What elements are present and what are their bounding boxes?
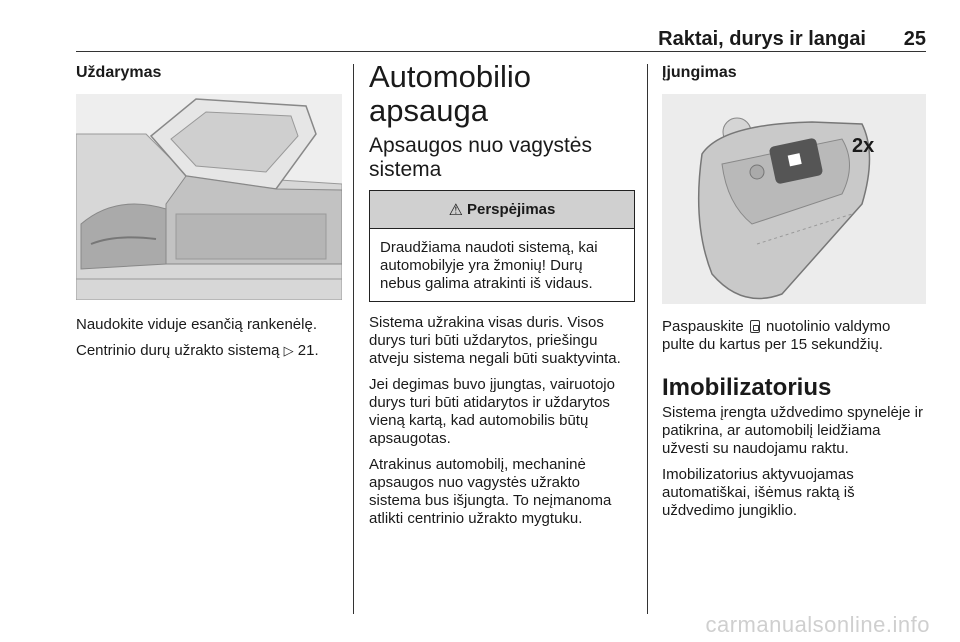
section-title: Automobilio apsauga <box>369 59 531 128</box>
protection-paragraph-3: Atrakinus automobilį, mechaninė apsaugos nuo vagystės užrakto sistema bus išjungta. To neįmanoma atlikti centrinio užrakto mygtuku. <box>369 456 612 527</box>
column-divider-2 <box>647 64 648 614</box>
immobilizer-paragraph-2: Imobilizatorius aktyvuojamas automatiškai, išėmus raktą iš uždvedimo jungiklio. <box>662 466 855 519</box>
car-trunk-svg <box>76 94 342 300</box>
warning-box <box>369 190 635 302</box>
warning-heading: Perspėjimas <box>466 201 556 218</box>
column-closing <box>76 64 342 368</box>
warning-body: Draudžiama naudoti sistemą, kai automobilyje yra žmonių! Durų nebus galima atrakinti iš vidaus. <box>380 239 598 292</box>
remote-key-fob-illustration <box>662 94 926 304</box>
activation-heading: Įjungimas <box>662 64 737 81</box>
column-vehicle-protection <box>369 59 635 536</box>
header-rule <box>76 51 926 52</box>
warning-triangle-icon: ⚠ <box>448 201 463 219</box>
closing-paragraph-1: Naudokite viduje esančią rankenėlę. <box>76 316 317 333</box>
protection-paragraph-2: Jei degimas buvo įjungtas, vairuotojo durys turi būti atidarytos ir uždarytos vieną kartą, kad automobilis būtų apsaugotas. <box>369 376 615 447</box>
closing-paragraph-2: Centrinio durų užrakto sistemą ▷ 21. <box>76 342 319 359</box>
header-title: Raktai, durys ir langai <box>658 28 866 50</box>
subsection-title: Apsaugos nuo vagystės sistema <box>369 134 592 181</box>
immobilizer-title: Imobilizatorius <box>662 374 832 401</box>
page-number: 25 <box>903 28 926 50</box>
warning-header <box>370 191 634 229</box>
page-reference-link[interactable]: 21. <box>293 342 319 359</box>
press-count-label: 2x <box>852 135 875 157</box>
watermark: carmanualsonline.info <box>705 612 930 637</box>
closing-heading: Uždarymas <box>76 64 162 81</box>
column-activation <box>662 64 926 528</box>
column-divider-1 <box>353 64 354 614</box>
activation-paragraph: Paspauskite nuotolinio valdymo pulte du kartus per 15 sekundžių. <box>662 318 891 353</box>
protection-paragraph-1: Sistema užrakina visas duris. Visos durys turi būti uždarytos, priešingu atveju sistema negali būti suaktyvinta. <box>369 314 621 367</box>
immobilizer-paragraph-1: Sistema įrengta uždvedimo spynelėje ir patikrina, ar automobilį leidžiama užvesti su naudojamu raktu. <box>662 404 923 457</box>
lock-icon <box>750 320 760 333</box>
car-trunk-open-illustration <box>76 94 342 300</box>
key-fob-svg <box>662 94 926 304</box>
reference-arrow-icon: ▷ <box>283 343 294 358</box>
